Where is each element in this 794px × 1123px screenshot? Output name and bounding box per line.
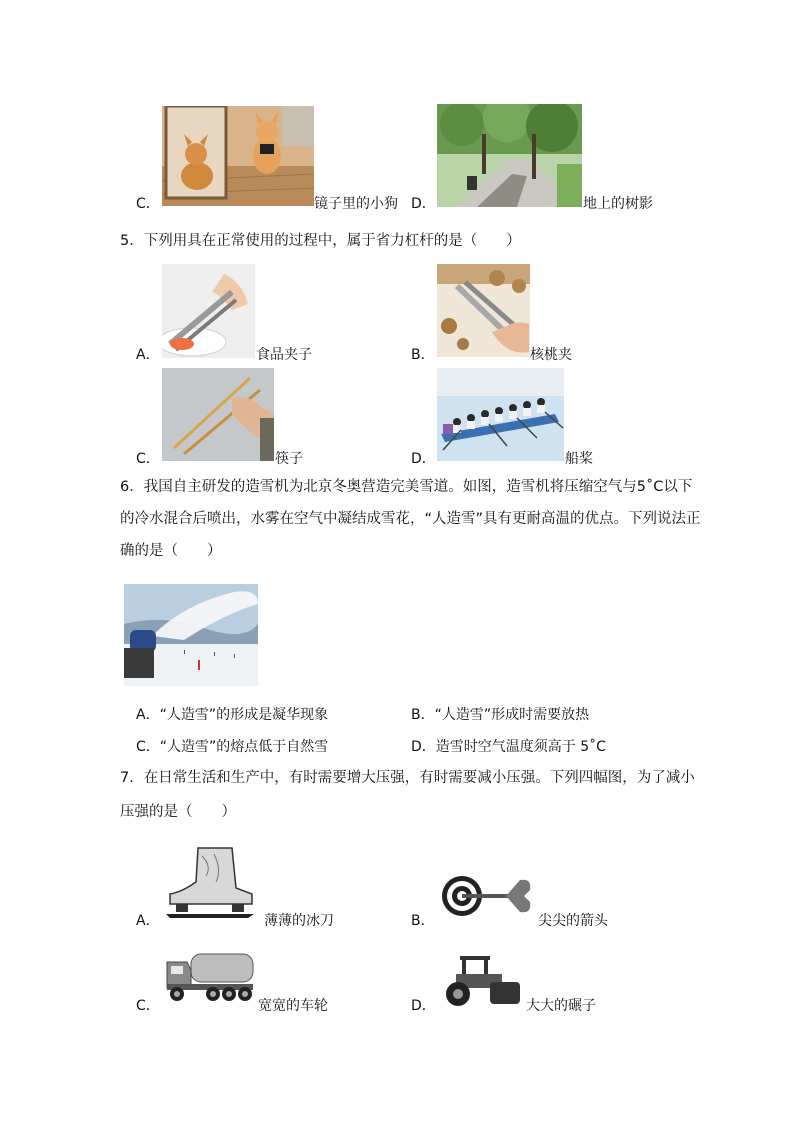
q5-option-a-letter: A．: [136, 347, 160, 363]
q5-option-c-caption: 筷子: [275, 451, 303, 467]
q7-option-a-letter: A．: [136, 913, 160, 929]
road-roller-drawing: [440, 952, 526, 1008]
q5-stem: 5．下列用具在正常使用的过程中，属于省力杠杆的是（ ）: [120, 233, 521, 249]
q4-option-d-letter: D．: [411, 196, 436, 212]
tanker-truck-drawing: [163, 948, 255, 1004]
q5-option-c-letter: C．: [136, 451, 160, 467]
q6-option-a: A．“人造雪”的形成是凝华现象: [136, 707, 329, 723]
q7-option-d-letter: D．: [411, 998, 436, 1014]
q7-option-d-caption: 大大的碾子: [526, 998, 596, 1014]
ice-skate-drawing: [162, 842, 258, 922]
q7-option-b-letter: B．: [411, 913, 435, 929]
q6-option-b: B．“人造雪”形成时需要放热: [411, 707, 590, 723]
rowing-photo: [437, 368, 564, 461]
q7-stem-line2: 压强的是（ ）: [120, 804, 236, 820]
snow-machine-photo: [124, 584, 258, 686]
q4-option-d-caption: 地上的树影: [583, 196, 653, 212]
dog-mirror-photo: [162, 106, 314, 206]
q7-stem-line1: 7．在日常生活和生产中，有时需要增大压强，有时需要减小压强。下列四幅图，为了减小: [120, 770, 695, 786]
q6-option-d: D．造雪时空气温度须高于 5˚C: [411, 739, 606, 755]
q6-stem-line1: 6．我国自主研发的造雪机为北京冬奥营造完美雪道。如图，造雪机将压缩空气与5˚C以下: [120, 479, 693, 495]
tree-shadow-photo: [437, 104, 582, 207]
q7-option-b-caption: 尖尖的箭头: [538, 913, 608, 929]
dart-target-drawing: [440, 870, 538, 928]
q4-option-c-letter: C．: [136, 196, 160, 212]
q6-option-c: C．“人造雪”的熔点低于自然雪: [136, 739, 329, 755]
q5-option-b-letter: B．: [411, 347, 435, 363]
q4-option-c-caption: 镜子里的小狗: [314, 196, 398, 212]
nutcracker-photo: [437, 264, 530, 357]
q6-stem-line3: 确的是（ ）: [120, 543, 222, 559]
q5-option-d-caption: 船桨: [565, 451, 593, 467]
q7-option-a-caption: 薄薄的冰刀: [264, 913, 334, 929]
q5-option-d-letter: D．: [411, 451, 436, 467]
q5-option-a-caption: 食品夹子: [256, 347, 312, 363]
chopsticks-photo: [162, 368, 274, 461]
q6-stem-line2: 的冷水混合后喷出，水雾在空气中凝结成雪花，“人造雪”具有更耐高温的优点。下列说法正: [120, 511, 701, 527]
q7-option-c-letter: C．: [136, 998, 160, 1014]
q5-option-b-caption: 核桃夹: [530, 347, 572, 363]
food-tongs-photo: [162, 264, 255, 358]
q7-option-c-caption: 宽宽的车轮: [258, 998, 328, 1014]
